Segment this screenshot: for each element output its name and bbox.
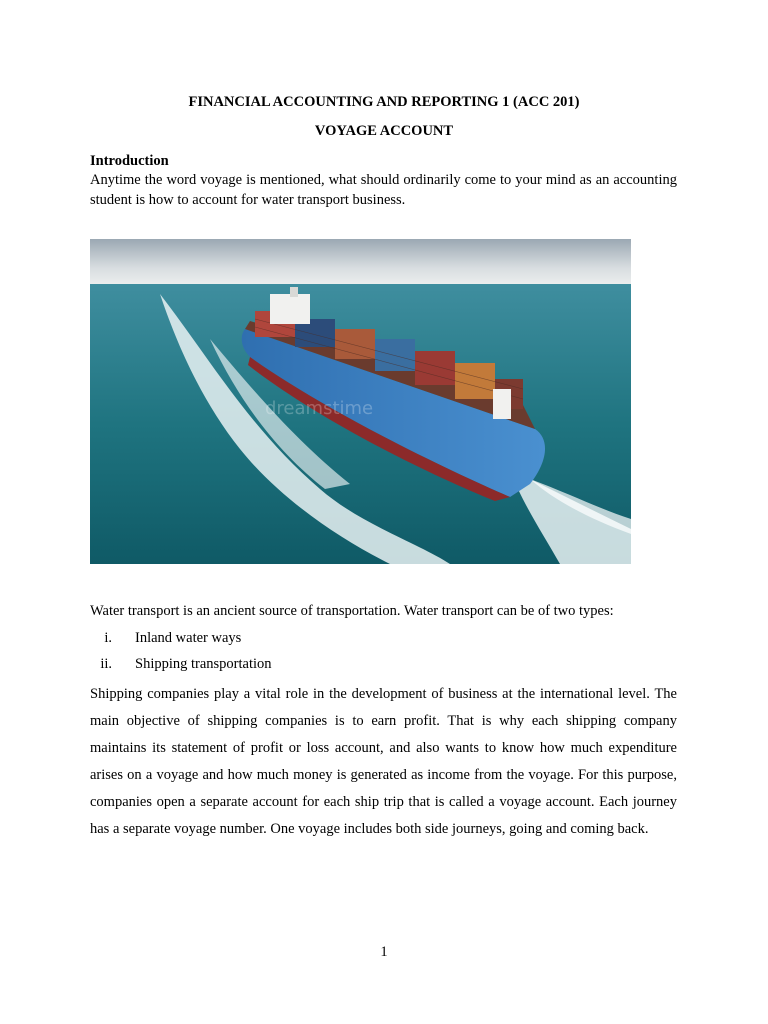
- water-transport-paragraph: Water transport is an ancient source of transportation. Water transport can be of two types:: [90, 603, 614, 619]
- list-item-text: Shipping transportation: [135, 656, 272, 672]
- types-list: [90, 629, 677, 681]
- container-ship-photo: [90, 239, 631, 564]
- shipping-companies-paragraph: Shipping companies play a vital role in the development of business at the international level. The main objective of shipping companies is to earn profit. That is why each shipping company maintains its statement of profit or loss account, and also wants to know how much expenditure arises on a voyage and how much money is generated as income from the voyage. For this purpose, companies open a separate account for each ship trip that is called a voyage account. Each journey has a separate voyage number. One voyage includes both side journeys, going and coming back.: [90, 686, 677, 837]
- document-title: FINANCIAL ACCOUNTING AND REPORTING 1 (ACC 201): [188, 94, 580, 110]
- page-number: 1: [380, 944, 388, 960]
- document-subtitle: VOYAGE ACCOUNT: [314, 123, 454, 139]
- list-item: [90, 629, 677, 655]
- list-item: [90, 655, 677, 681]
- list-marker: i.: [104, 630, 112, 646]
- ship-illustration: [90, 239, 631, 564]
- list-item-text: Inland water ways: [135, 630, 242, 646]
- section-heading-introduction: Introduction: [90, 153, 169, 169]
- intro-paragraph: Anytime the word voyage is mentioned, what should ordinarily come to your mind as an accounting student is how to account for water transport business.: [90, 172, 677, 208]
- svg-text:dreamstime: dreamstime: [265, 398, 374, 419]
- list-marker: ii.: [100, 656, 112, 672]
